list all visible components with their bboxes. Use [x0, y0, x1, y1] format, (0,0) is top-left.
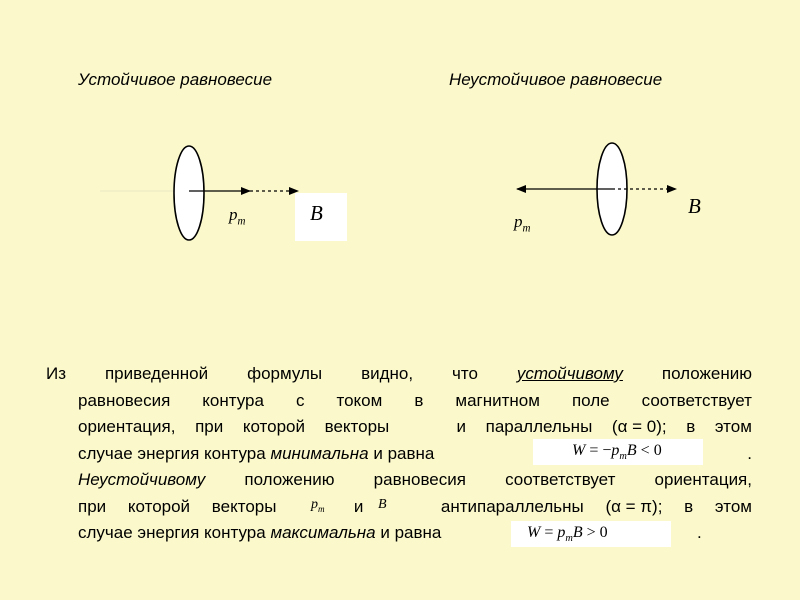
max-energy-formula: $W = p_mB > 0$ — [527, 524, 608, 545]
inline-vector-pm: $p_m$ — [311, 497, 325, 514]
min-energy-formula: $W = -p_mB < 0$ — [572, 442, 662, 463]
paragraph-line-1: Из приведенной формулы видно, что устойчивому положению — [46, 364, 752, 383]
paragraph-line-6: при которой векторы и антипараллельны (α = π); в этом — [78, 496, 752, 516]
paragraph-line-3: ориентация, при которой векторы и параллельны (α = 0); в этом — [78, 417, 752, 436]
paragraph-line-4: случае энергия контура минимальна и равна . — [78, 443, 752, 463]
left-moment-label: $p_m$ — [229, 205, 246, 228]
paragraph-line-5: Неустойчивому положению равновесия соответствует ориентация, — [78, 470, 752, 489]
paragraph-line-7: случае энергия контура максимальна и равна . — [78, 523, 702, 542]
right-moment-label: $p_m$ — [514, 212, 531, 235]
unstable-equilibrium-heading: Неустойчивое равновесие — [449, 70, 663, 89]
inline-vector-b: B — [378, 497, 387, 512]
right-field-label: B — [688, 194, 701, 218]
paragraph-line-2: равновесия контура с током в магнитном поле соответствует — [78, 390, 752, 410]
left-current-loop — [174, 146, 204, 240]
stable-equilibrium-heading: Устойчивое равновесие — [78, 70, 273, 89]
left-field-label: B — [310, 201, 323, 225]
